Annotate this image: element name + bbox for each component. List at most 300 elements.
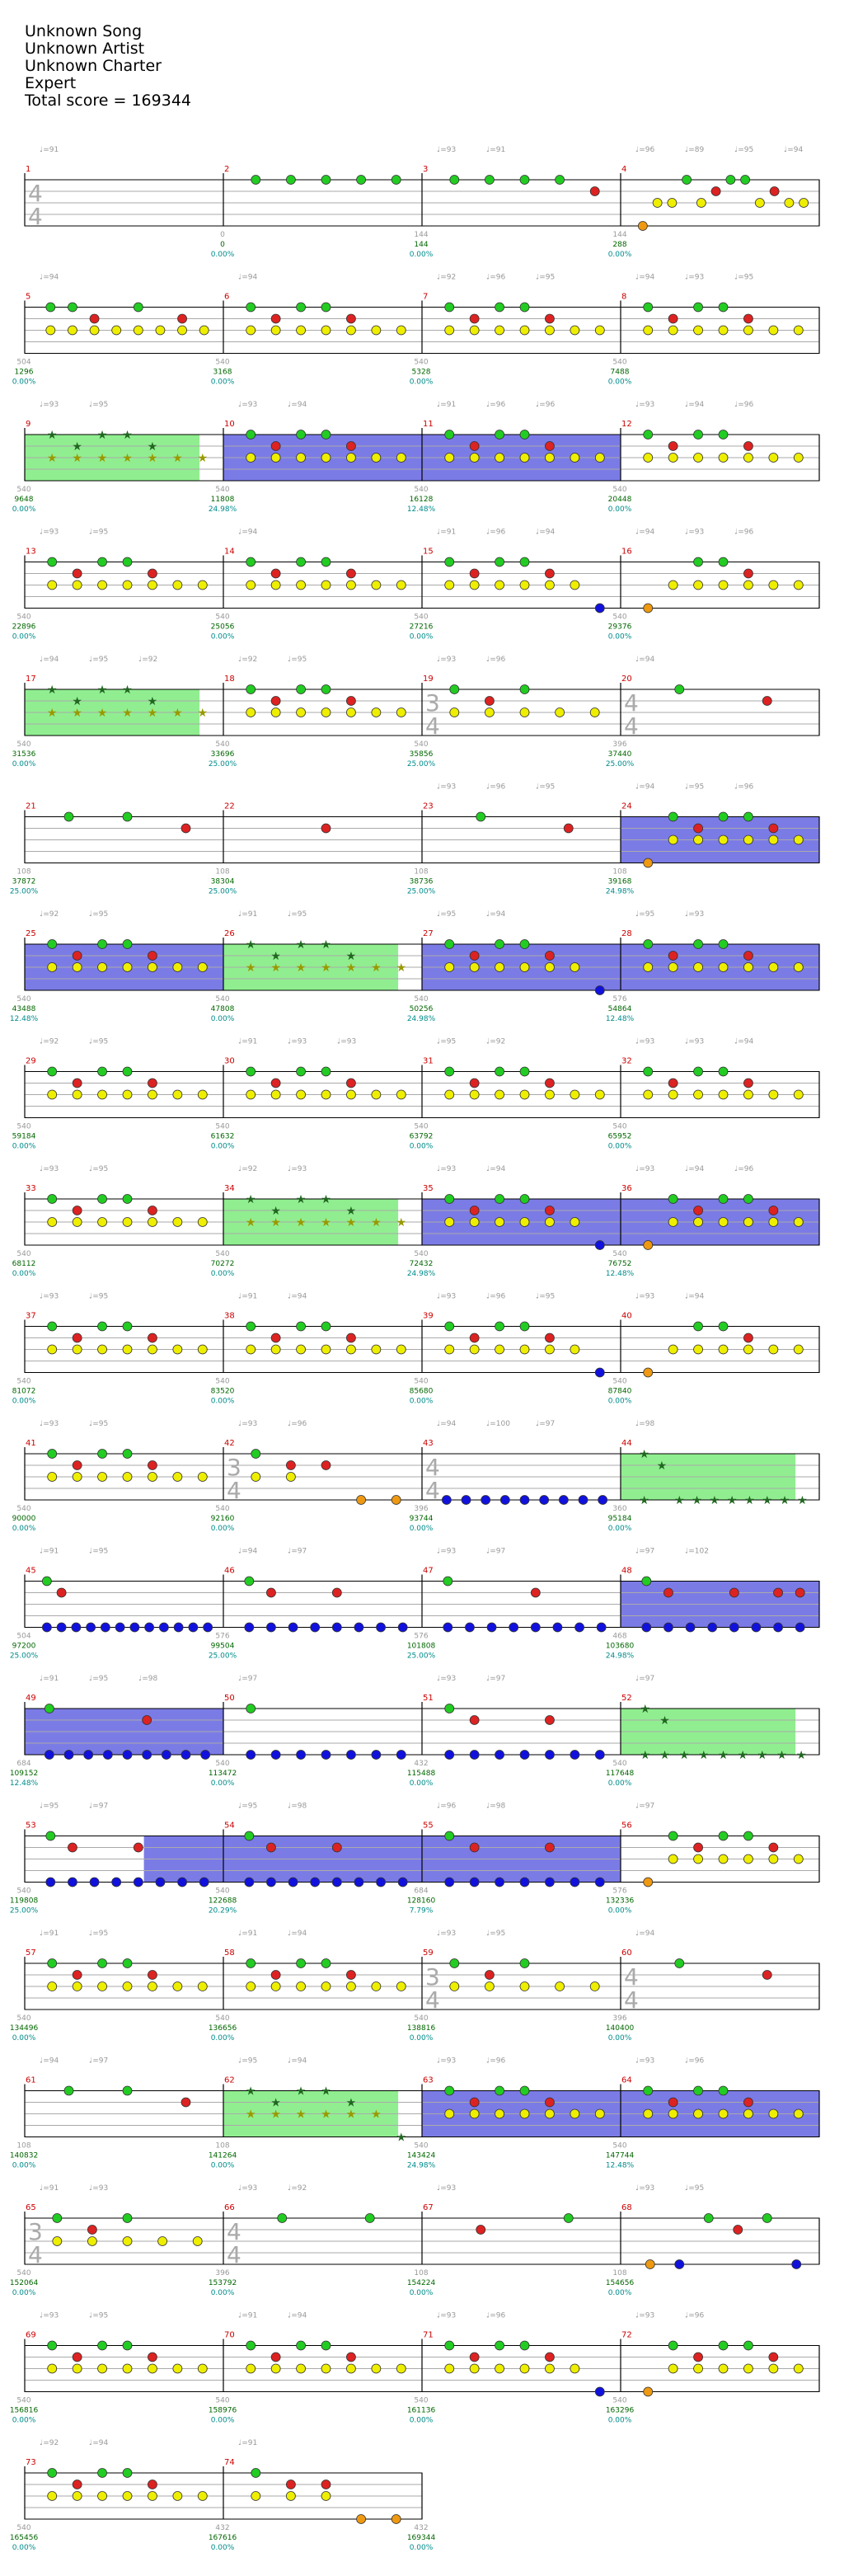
note-y [198, 1345, 207, 1354]
note-b [520, 1878, 529, 1887]
note-y [570, 581, 579, 590]
star-note: ★ [321, 1193, 331, 1206]
note-y [743, 581, 753, 590]
note-b [575, 1623, 584, 1632]
note-g [445, 2341, 454, 2350]
tempo-marker: ♩=93 [437, 1165, 457, 1173]
measure-number: 36 [621, 1184, 632, 1193]
note-y [743, 2109, 753, 2118]
tempo-marker: ♩=93 [437, 1547, 457, 1556]
measure-number: 60 [621, 1948, 632, 1958]
note-g [719, 1067, 728, 1076]
sp-percent: 0.00% [12, 2544, 36, 2552]
note-r [770, 187, 779, 196]
star-note: ★ [245, 961, 256, 975]
note-g [445, 1195, 454, 1204]
tempo-marker: ♩=93 [89, 2184, 109, 2193]
tempo-marker: ♩=96 [486, 2311, 506, 2320]
note-y [68, 326, 77, 335]
running-score: 81072 [12, 1387, 36, 1396]
sp-percent: 0.00% [12, 2034, 36, 2042]
star-note: ★ [776, 1749, 787, 1762]
star-note: ★ [396, 1216, 407, 1229]
time-signature-top: 3 [227, 1454, 241, 1481]
star-note: ★ [46, 684, 58, 697]
note-b [442, 1496, 451, 1505]
sp-percent: 0.00% [210, 378, 235, 387]
note-g [48, 1959, 57, 1968]
note-b [398, 1623, 407, 1632]
note-y [193, 2237, 202, 2246]
note-b [174, 1623, 183, 1632]
running-score: 128160 [406, 1897, 436, 1906]
note-g [520, 557, 529, 566]
note-b [500, 1496, 509, 1505]
note-g [98, 2341, 107, 2350]
note-b [156, 1878, 165, 1887]
note-r [668, 2098, 678, 2107]
running-score: 147744 [605, 2151, 635, 2160]
sp-percent: 0.00% [607, 251, 632, 259]
note-y [98, 1982, 107, 1991]
tempo-marker: ♩=96 [734, 528, 754, 537]
tempo-marker: ♩=94 [288, 1292, 307, 1301]
note-y [769, 581, 778, 590]
note-g [297, 303, 306, 312]
note-g [520, 176, 529, 185]
star-note: ★ [640, 1749, 651, 1762]
running-score: 7488 [610, 368, 630, 377]
note-r [769, 1206, 778, 1215]
time-signature-bottom: 4 [425, 712, 440, 740]
sp-percent: 0.00% [607, 2416, 632, 2425]
note-y [470, 1090, 479, 1099]
note-g [123, 557, 132, 566]
note-b [332, 1878, 341, 1887]
tempo-marker: ♩=96 [486, 273, 506, 282]
note-y [148, 1473, 157, 1482]
star-note: ★ [96, 684, 108, 697]
sp-percent: 0.00% [607, 1142, 632, 1151]
note-b [377, 1623, 386, 1632]
note-g [719, 2341, 728, 2350]
note-y [46, 326, 55, 335]
note-y [495, 581, 504, 590]
running-score: 11808 [210, 496, 235, 504]
beat-count: 540 [215, 358, 230, 367]
measure-number: 45 [26, 1566, 36, 1576]
note-y [719, 326, 728, 335]
beat-count: 540 [414, 740, 429, 749]
note-y [372, 2364, 381, 2373]
tempo-marker: ♩=94 [238, 273, 258, 282]
note-y [595, 1090, 604, 1099]
star-note: ★ [678, 1749, 690, 1762]
note-y [495, 963, 504, 972]
note-b [595, 1368, 604, 1377]
tempo-marker: ♩=94 [238, 1547, 258, 1556]
measure-number: 59 [423, 1948, 434, 1958]
note-r [148, 1079, 157, 1088]
beat-count: 540 [612, 358, 627, 367]
note-y [644, 2109, 653, 2118]
note-g [520, 1959, 529, 1968]
running-score: 20448 [607, 496, 632, 504]
beat-count: 540 [16, 613, 31, 622]
tempo-marker: ♩=94 [635, 528, 655, 537]
measure-number: 22 [224, 801, 235, 811]
note-r [743, 442, 753, 451]
note-y [696, 199, 706, 208]
note-g [245, 1831, 254, 1840]
tempo-marker: ♩=94 [40, 273, 59, 282]
note-y [246, 454, 256, 463]
note-y [297, 326, 306, 335]
sp-percent: 0.00% [409, 632, 434, 642]
star-note: ★ [147, 695, 158, 708]
running-score: 113472 [208, 1770, 237, 1778]
beat-count: 504 [16, 358, 31, 367]
note-b [595, 2387, 604, 2396]
note-g [48, 2341, 57, 2350]
note-y [372, 581, 381, 590]
note-y [246, 326, 256, 335]
note-y [694, 2109, 703, 2118]
note-b [595, 604, 604, 613]
note-y [156, 326, 165, 335]
note-y [556, 1982, 565, 1991]
note-r [271, 1333, 280, 1342]
beat-count: 540 [414, 2141, 429, 2151]
note-b [130, 1623, 139, 1632]
tempo-marker: ♩=93 [437, 1930, 457, 1938]
note-g [644, 1067, 653, 1076]
note-y [123, 963, 132, 972]
beat-count: 540 [215, 486, 230, 494]
note-y [73, 581, 82, 590]
note-b [545, 1751, 554, 1760]
running-score: 93744 [409, 1515, 434, 1523]
note-g [495, 430, 504, 440]
tempo-marker: ♩=92 [138, 656, 158, 664]
tempo-marker: ♩=93 [685, 1037, 705, 1046]
note-b [134, 1878, 143, 1887]
star-note: ★ [779, 1494, 790, 1507]
tempo-marker: ♩=96 [486, 1292, 506, 1301]
running-score: 158976 [208, 2406, 237, 2415]
note-y [495, 1218, 504, 1227]
sp-percent: 25.00% [406, 887, 436, 896]
beat-count: 540 [16, 1122, 31, 1131]
running-score: 33696 [210, 750, 235, 759]
note-y [668, 1345, 678, 1354]
measure-number: 7 [423, 292, 429, 302]
note-y [321, 1982, 331, 1991]
tempo-marker: ♩=96 [486, 401, 506, 409]
note-y [73, 963, 82, 972]
tempo-marker: ♩=93 [437, 656, 457, 664]
note-y [396, 2364, 406, 2373]
sp-percent: 24.98% [406, 2161, 436, 2170]
beat-count: 540 [16, 1250, 31, 1258]
note-r [729, 1588, 738, 1597]
note-y [470, 454, 479, 463]
star-note: ★ [122, 707, 133, 720]
note-y [794, 326, 803, 335]
note-y [520, 1982, 529, 1991]
note-r [148, 1461, 157, 1470]
note-g [297, 430, 306, 440]
tempo-marker: ♩=97 [635, 1675, 655, 1683]
tempo-marker: ♩=89 [685, 146, 705, 154]
beat-count: 108 [16, 867, 31, 877]
note-g [694, 303, 703, 312]
note-b [46, 1878, 55, 1887]
sp-percent: 0.00% [409, 1397, 434, 1406]
note-y [123, 2364, 132, 2373]
running-score: 29376 [607, 623, 632, 632]
note-r [470, 2098, 479, 2107]
tempo-marker: ♩=95 [635, 910, 655, 919]
star-note: ★ [245, 1193, 256, 1206]
measure-number: 46 [224, 1566, 235, 1576]
note-g [719, 2086, 728, 2095]
star-note: ★ [396, 2131, 407, 2145]
tempo-marker: ♩=94 [89, 2439, 109, 2447]
note-r [545, 569, 554, 578]
note-y [445, 326, 454, 335]
tempo-marker: ♩=93 [288, 1037, 307, 1046]
note-g [668, 812, 678, 821]
note-g [520, 1322, 529, 1331]
star-note: ★ [345, 961, 357, 975]
star-note: ★ [147, 707, 158, 720]
measure-number: 43 [423, 1439, 434, 1448]
tempo-marker: ♩=95 [734, 273, 754, 282]
tempo-marker: ♩=98 [635, 1420, 655, 1428]
note-y [73, 1982, 82, 1991]
note-y [520, 1218, 529, 1227]
tempo-marker: ♩=95 [685, 2184, 705, 2193]
measure-number: 53 [26, 1821, 36, 1831]
note-y [173, 2364, 182, 2373]
note-r [148, 1333, 157, 1342]
note-y [198, 1090, 207, 1099]
note-b [87, 1623, 96, 1632]
note-y [743, 963, 753, 972]
sp-percent: 0.00% [607, 1525, 632, 1533]
note-r [545, 1206, 554, 1215]
beat-count: 108 [414, 867, 429, 877]
measure-number: 12 [621, 420, 632, 429]
note-g [246, 1704, 256, 1713]
note-b [642, 1623, 651, 1632]
tempo-marker: ♩=97 [486, 1675, 506, 1683]
note-y [570, 1090, 579, 1099]
note-y [668, 835, 678, 844]
tempo-marker: ♩=93 [40, 528, 59, 537]
tempo-marker: ♩=91 [40, 1675, 59, 1683]
sp-percent: 0.00% [409, 1779, 434, 1788]
note-g [743, 812, 753, 821]
note-y [545, 1345, 554, 1354]
beat-count: 108 [612, 867, 627, 877]
running-score: 27216 [409, 623, 434, 632]
sp-percent: 0.00% [607, 2289, 632, 2297]
note-g [321, 303, 331, 312]
sp-percent: 0.00% [12, 632, 36, 642]
measure-number: 13 [26, 547, 36, 557]
tempo-marker: ♩=95 [89, 656, 109, 664]
star-note: ★ [295, 1193, 307, 1206]
tempo-marker: ♩=95 [288, 910, 307, 919]
note-y [396, 581, 406, 590]
running-score: 92160 [210, 1515, 235, 1523]
note-g [694, 1322, 703, 1331]
measure-number: 35 [423, 1184, 434, 1193]
note-y [570, 326, 579, 335]
sp-percent: 12.48% [605, 1015, 635, 1023]
sp-percent: 0.00% [210, 1397, 235, 1406]
note-g [251, 2469, 260, 2478]
beat-count: 432 [215, 2524, 230, 2532]
note-y [545, 963, 554, 972]
note-r [485, 697, 494, 706]
note-y [719, 581, 728, 590]
note-y [271, 454, 280, 463]
measure-number: 31 [423, 1056, 434, 1066]
note-y [485, 1982, 494, 1991]
note-b [470, 1751, 479, 1760]
measure-number: 18 [224, 675, 235, 684]
note-b [42, 1623, 51, 1632]
tempo-marker: ♩=95 [437, 1037, 457, 1046]
note-b [495, 1878, 504, 1887]
note-y [520, 2109, 529, 2118]
note-y [769, 1345, 778, 1354]
note-r [266, 1588, 275, 1597]
beat-count: 540 [215, 1887, 230, 1896]
running-score: 165456 [9, 2534, 39, 2542]
tempo-marker: ♩=95 [89, 1930, 109, 1938]
tempo-marker: ♩=96 [734, 783, 754, 792]
running-score: 68112 [12, 1260, 36, 1268]
note-y [73, 2492, 82, 2501]
sp-percent: 0.00% [210, 2034, 235, 2042]
tempo-marker: ♩=91 [238, 2439, 258, 2447]
measure-number: 63 [423, 2075, 434, 2085]
running-score: 103680 [605, 1642, 635, 1651]
tempo-marker: ♩=93 [40, 401, 59, 409]
note-g [675, 1959, 684, 1968]
measure-number: 56 [621, 1821, 632, 1831]
note-y [769, 2109, 778, 2118]
note-y [590, 708, 599, 717]
measure-number: 32 [621, 1056, 632, 1066]
beat-count: 540 [612, 1122, 627, 1131]
note-y [98, 1090, 107, 1099]
running-score: 136656 [208, 2024, 237, 2033]
note-g [520, 1195, 529, 1204]
note-y [173, 1090, 182, 1099]
note-y [485, 708, 494, 717]
note-r [73, 2353, 82, 2362]
note-y [668, 199, 677, 208]
note-r [73, 1079, 82, 1088]
note-y [545, 2109, 554, 2118]
sp-percent: 0.00% [409, 378, 434, 387]
note-g [445, 303, 454, 312]
beat-count: 540 [215, 2396, 230, 2405]
note-r [470, 1333, 479, 1342]
tempo-marker: ♩=95 [238, 2057, 258, 2066]
note-b [540, 1496, 549, 1505]
note-y [719, 454, 728, 463]
tempo-marker: ♩=97 [486, 1547, 506, 1556]
tempo-marker: ♩=97 [89, 1802, 109, 1811]
note-y [570, 454, 579, 463]
note-y [769, 963, 778, 972]
note-y [271, 2364, 280, 2373]
note-b [470, 1878, 479, 1887]
tempo-marker: ♩=96 [486, 2057, 506, 2066]
note-g [246, 1959, 256, 1968]
note-y [271, 581, 280, 590]
note-g [53, 2214, 62, 2223]
tempo-marker: ♩=94 [685, 1292, 705, 1301]
tempo-marker: ♩=92 [288, 2184, 307, 2193]
note-b [354, 1878, 363, 1887]
note-y [520, 326, 529, 335]
note-y [198, 1473, 207, 1482]
note-r [346, 442, 355, 451]
note-g [246, 303, 256, 312]
beat-count: 396 [612, 740, 627, 749]
note-b [288, 1623, 298, 1632]
star-note: ★ [659, 1714, 670, 1728]
note-g [98, 1067, 107, 1076]
note-g [719, 303, 728, 312]
tempo-marker: ♩=95 [89, 1037, 109, 1046]
note-y [198, 2492, 207, 2501]
note-g [644, 303, 653, 312]
tempo-marker: ♩=91 [238, 1930, 258, 1938]
tempo-marker: ♩=93 [635, 401, 655, 409]
running-score: 161136 [406, 2406, 436, 2415]
note-y [445, 454, 454, 463]
note-g [123, 940, 132, 949]
star-note: ★ [321, 938, 331, 952]
note-b [792, 2260, 801, 2269]
running-score: 39168 [607, 877, 632, 886]
measure-number: 44 [621, 1439, 632, 1448]
note-y [694, 454, 703, 463]
note-y [48, 1982, 57, 1991]
note-y [719, 963, 728, 972]
measure-number: 30 [224, 1056, 235, 1066]
tempo-marker: ♩=93 [437, 146, 457, 154]
note-y [271, 1982, 280, 1991]
sp-percent: 24.98% [406, 1015, 436, 1023]
note-y [694, 2364, 703, 2373]
note-g [520, 430, 529, 440]
sp-percent: 25.00% [9, 1652, 39, 1661]
note-b [520, 1496, 529, 1505]
note-r [694, 824, 703, 833]
star-note: ★ [72, 707, 82, 720]
running-score: 90000 [12, 1515, 36, 1523]
tempo-marker: ♩=96 [288, 1420, 307, 1428]
